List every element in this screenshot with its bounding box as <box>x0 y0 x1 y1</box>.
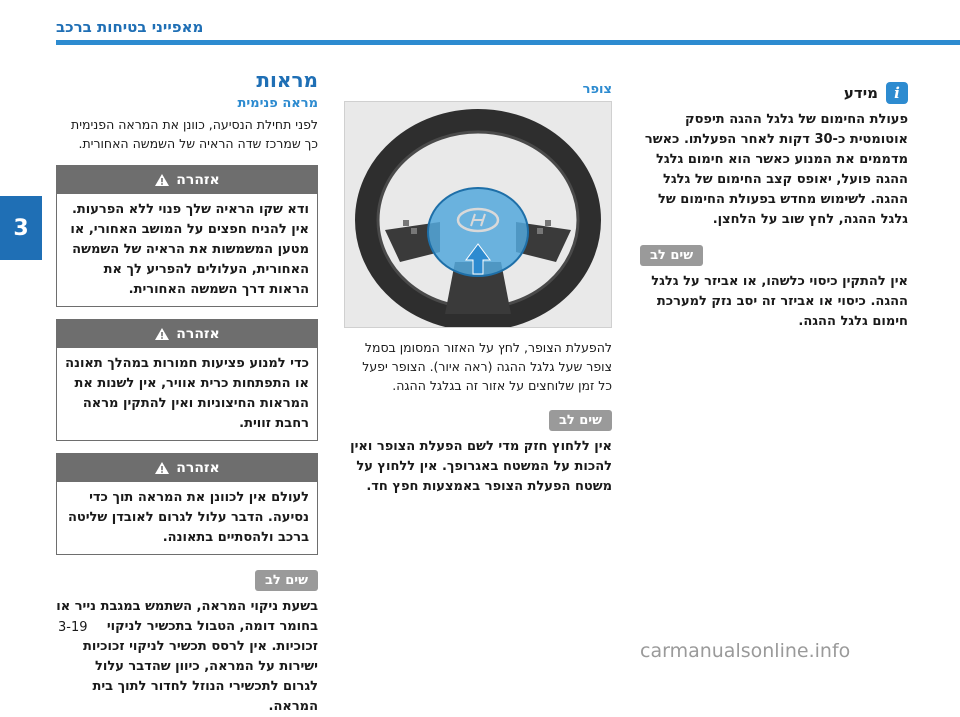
note-text: אין ללחוץ חזק מדי לשם הפעלת הצופר ואין להכות על המשטח באגרופך. אין ללחוץ על משטח הפעלת הצופר באמצעות חפץ חד. <box>350 439 612 494</box>
steering-wheel-illustration <box>344 101 612 328</box>
watermark: carmanualsonline.info <box>640 640 851 662</box>
section-title: מראות <box>256 68 318 92</box>
mirror-intro: לפני תחילת הנסיעה, כוונן את המראה הפנימית כך שמרכז שדה הראיה של השמשה האחורית. <box>70 117 318 151</box>
mirrors-column <box>56 62 318 717</box>
warning-text: ודא שקו הראיה שלך פנוי ללא הפרעות. אין להניח חפצים על המושב האחורי, או מטען המשמשות את הראיה של השמשה האחורית, העלולים להפריע לך את הראות דרך השמשה האחורית. <box>70 202 309 297</box>
chapter-tab: 3 <box>0 196 42 260</box>
note-row <box>346 409 612 431</box>
horn-title: צופר <box>582 82 612 97</box>
warning-title: אזהרה <box>176 172 220 188</box>
horn-column <box>346 82 612 497</box>
warning-text: כדי למנוע פציעות חמורות במהלך תאונה או התפתחות כרית אוויר, אין לשנות את המראות החיצוניות ואין להתקין מראה רחבת זווית. <box>65 356 309 431</box>
note-badge: שים לב <box>640 245 703 266</box>
horn-caption: להפעלת הצופר, לחץ על האזור המסומן בסמל צופר שעל גלגל ההגה (ראה איור). הצופר יפעל כל זמן שלוחצים על אזור זה בגלגל ההגה. <box>362 340 612 393</box>
warning-icon <box>154 461 170 475</box>
warning-box <box>56 319 318 441</box>
info-icon: i <box>886 82 908 104</box>
info-title: מידע <box>843 84 878 102</box>
warning-icon <box>154 173 170 187</box>
info-header <box>640 82 908 104</box>
warning-header <box>57 454 317 482</box>
note-text: בשעת ניקוי המראה, השתמש במגבת נייר או בחומר דומה, הטבול בתכשיר לניקוי זכוכיות. אין לרסס תכשיר לניקוי זכוכיות ישירות על המראה, כיוון שהדבר עלול לגרום לתכשירי הנוזל לחדור לתוך בית המראה. <box>56 599 318 714</box>
sub-title: מראה פנימית <box>237 96 318 111</box>
warning-header <box>57 166 317 194</box>
info-text: פעולת החימום של גלגל ההגה תיפסק אוטומטית כ-30 דקות לאחר הפעלתו. כאשר מדממים את המנוע כאשר הוא חימום גלגל ההגה פועל, יאופס קצב החימום של גלגל ההגה. לשימוש מחדש בפעולת החימום של גלגל ההגה, לחץ שוב על הלחצן. <box>644 112 908 227</box>
warning-text: לעולם אין לכוונן את המראה תוך כדי נסיעה. הדבר עלול לגרום לאובדן שליטה ברכב ולהסתיים בתאונה. <box>67 490 309 545</box>
warning-icon <box>154 327 170 341</box>
note-badge: שים לב <box>255 570 318 591</box>
steering-wheel-image <box>345 102 611 327</box>
note-badge: שים לב <box>549 410 612 431</box>
page-number: 3-19 <box>58 620 88 635</box>
note-row <box>56 569 318 591</box>
header-title: מאפייני בטיחות ברכב <box>56 18 204 36</box>
note-text: אין להתקין כיסוי כלשהו, או אביזר על גלגל ההגה. כיסוי או אביזר זה יסב נזק למערכת חימום גלגל ההגה. <box>651 274 908 329</box>
warning-title: אזהרה <box>176 326 220 342</box>
note-row <box>640 244 908 266</box>
info-column <box>640 82 908 332</box>
warning-box <box>56 453 318 555</box>
warning-header <box>57 320 317 348</box>
header-rule <box>56 40 960 45</box>
warning-box <box>56 165 318 307</box>
warning-title: אזהרה <box>176 460 220 476</box>
